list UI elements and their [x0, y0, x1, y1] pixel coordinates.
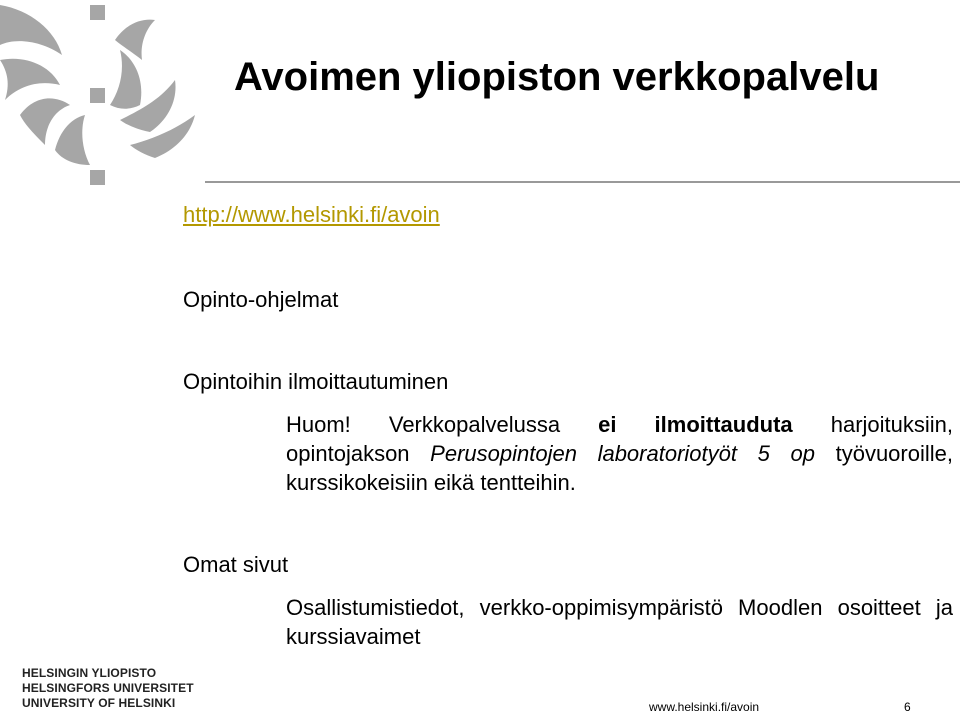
- item-ilmoittautuminen: Opintoihin ilmoittautuminen: [183, 369, 449, 394]
- note-part1: Huom! Verkkopalvelussa: [286, 412, 599, 437]
- university-name-en: UNIVERSITY OF HELSINKI: [22, 696, 176, 710]
- note-part2: harjoituksiin, opintojakson: [286, 412, 953, 466]
- university-name-fi: HELSINGIN YLIOPISTO: [22, 666, 157, 680]
- registration-note: [286, 410, 953, 497]
- note-bold: ei ilmoittauduta: [598, 412, 793, 437]
- page-number: 6: [904, 700, 911, 714]
- footer-url: www.helsinki.fi/avoin: [649, 700, 760, 714]
- university-wordmark: [22, 666, 194, 711]
- university-flame-logo: [0, 0, 205, 190]
- title-divider: [205, 181, 960, 183]
- omat-sivut-detail: Osallistumistiedot, verkko-oppimisympäristö Moodlen osoitteet ja kurssiavaimet: [286, 595, 953, 649]
- note-italic: Perusopintojen laboratoriotyöt 5 op: [430, 441, 815, 466]
- note-part3: työvuoroille, kurssikokeisiin eikä tentteihin.: [286, 441, 953, 495]
- avoin-link[interactable]: http://www.helsinki.fi/avoin: [183, 202, 440, 227]
- university-name-sv: HELSINGFORS UNIVERSITET: [22, 681, 194, 695]
- item-omat-sivut: Omat sivut: [183, 552, 289, 577]
- item-opinto-ohjelmat: Opinto-ohjelmat: [183, 287, 339, 312]
- page-title: Avoimen yliopiston verkkopalvelu: [234, 55, 880, 99]
